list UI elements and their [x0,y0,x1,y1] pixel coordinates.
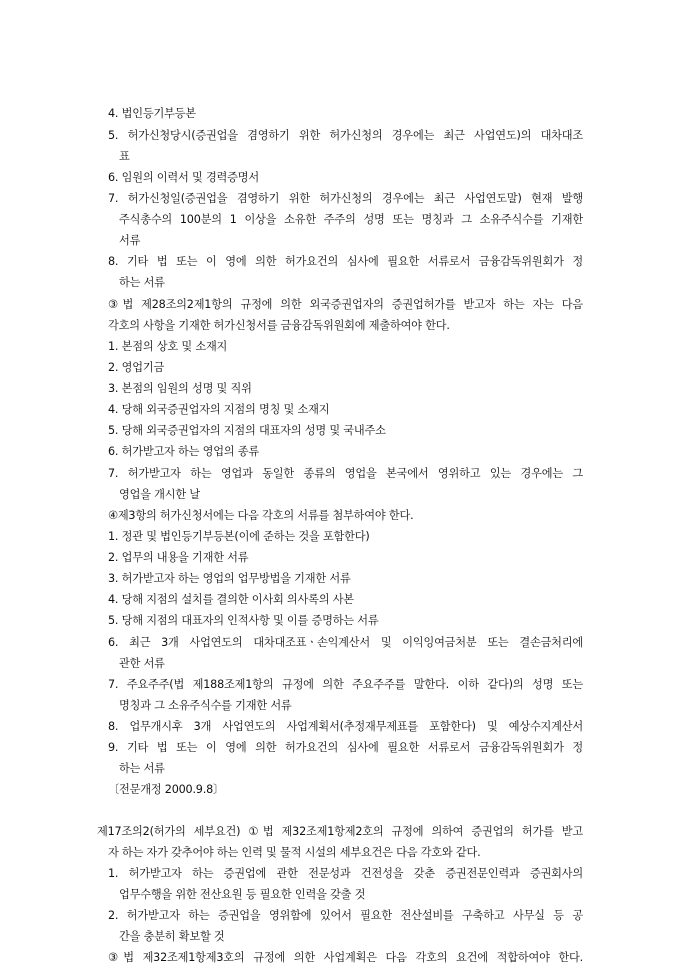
text-line: 명칭과 그 소유주식수를 기재한 서류 [119,699,292,712]
text-line: 제17조의2(허가의 세부요건) ①법 제32조제1항제2호의 규정에 의하여 증권업의 허가를 받고 [97,825,583,838]
text-line: 2. 영업기금 [108,361,165,374]
text-line: ③법 제32조제1항제3호의 규정에 의한 사업계획은 다음 각호의 요건에 적합하여야 한다. [108,951,583,964]
text-line: 7. 주요주주(법 제188조제1항의 규정에 의한 주요주주를 말한다. 이하 같다)의 성명 또는 [108,678,583,691]
text-line: 영업을 개시한 날 [119,488,200,501]
text-line: 간을 충분히 확보할 것 [119,930,225,943]
text-line: 〔전문개정 2000.9.8〕 [108,783,224,796]
text-line: 업무수행을 위한 전산요원 등 필요한 인력을 갖출 것 [119,888,366,901]
text-line: 5. 허가신청당시(증권업을 겸영하기 위한 허가신청의 경우에는 최근 사업연도)의 대차대조 [108,129,583,142]
text-line: 2. 업무의 내용을 기재한 서류 [108,551,249,564]
text-line: 하는 서류 [119,762,165,775]
text-line: 2. 허가받고자 하는 증권업을 영위함에 있어서 필요한 전산설비를 구축하고 사무실 등 공 [108,909,583,922]
text-line: 9. 기타 법 또는 이 영에 의한 허가요건의 심사에 필요한 서류로서 금융감독위원회가 정 [108,741,583,754]
text-line: 3. 본점의 임원의 성명 및 직위 [108,382,252,395]
text-line: 1. 본점의 상호 및 소재지 [108,340,228,353]
text-line: ③법 제28조의2제1항의 규정에 의한 외국증권업자의 증권업허가를 받고자 하는 자는 다음 [108,298,583,311]
text-line: 서류 [119,234,141,247]
text-line: 5. 당해 지점의 대표자의 인적사항 및 이를 증명하는 서류 [108,614,379,627]
text-line: 각호의 사항을 기재한 허가신청서를 금융감독위원회에 제출하여야 한다. [108,319,450,332]
text-line: 4. 당해 외국증권업자의 지점의 명칭 및 소재지 [108,403,330,416]
text-line: ④제3항의 허가신청서에는 다음 각호의 서류를 첨부하여야 한다. [108,509,414,522]
text-line: 1. 정관 및 법인등기부등본(이에 준하는 것을 포함한다) [108,530,370,543]
text-line: 1. 허가받고자 하는 증권업에 관한 전문성과 건전성을 갖춘 증권전문인력과 증권회사의 [108,867,583,880]
text-line: 6. 임원의 이력서 및 경력증명서 [108,171,259,184]
text-line: 4. 당해 지점의 설치를 결의한 이사회 의사록의 사본 [108,593,354,606]
text-line: 8. 업무개시후 3개 사업연도의 사업계획서(추정재무제표를 포함한다) 및 예상수지계산서 [108,720,583,733]
text-line: 4. 법인등기부등본 [108,107,196,120]
text-line: 8. 기타 법 또는 이 영에 의한 허가요건의 심사에 필요한 서류로서 금융감독위원회가 정 [108,255,583,268]
text-line: 자 하는 자가 갖추어야 하는 인력 및 물적 시설의 세부요건은 다음 각호와 같다. [108,846,481,859]
text-line: 6. 허가받고자 하는 영업의 종류 [108,445,259,458]
text-line: 3. 허가받고자 하는 영업의 업무방법을 기재한 서류 [108,572,351,585]
text-line: 5. 당해 외국증권업자의 지점의 대표자의 성명 및 국내주소 [108,424,386,437]
text-line: 하는 서류 [119,276,165,289]
text-line: 주식총수의 100분의 1 이상을 소유한 주주의 성명 또는 명칭과 그 소유주식수를 기재한 [119,213,583,226]
text-line: 7. 허가받고자 하는 영업과 동일한 종류의 영업을 본국에서 영위하고 있는 경우에는 그 [108,467,583,480]
text-line: 관한 서류 [119,657,165,670]
text-line: 6. 최근 3개 사업연도의 대차대조표ㆍ손익계산서 및 이익잉여금처분 또는 결손금처리에 [108,636,583,649]
text-line: 7. 허가신청일(증권업을 겸영하기 위한 허가신청의 경우에는 최근 사업연도말) 현재 발행 [108,192,583,205]
text-line: 표 [119,150,130,163]
